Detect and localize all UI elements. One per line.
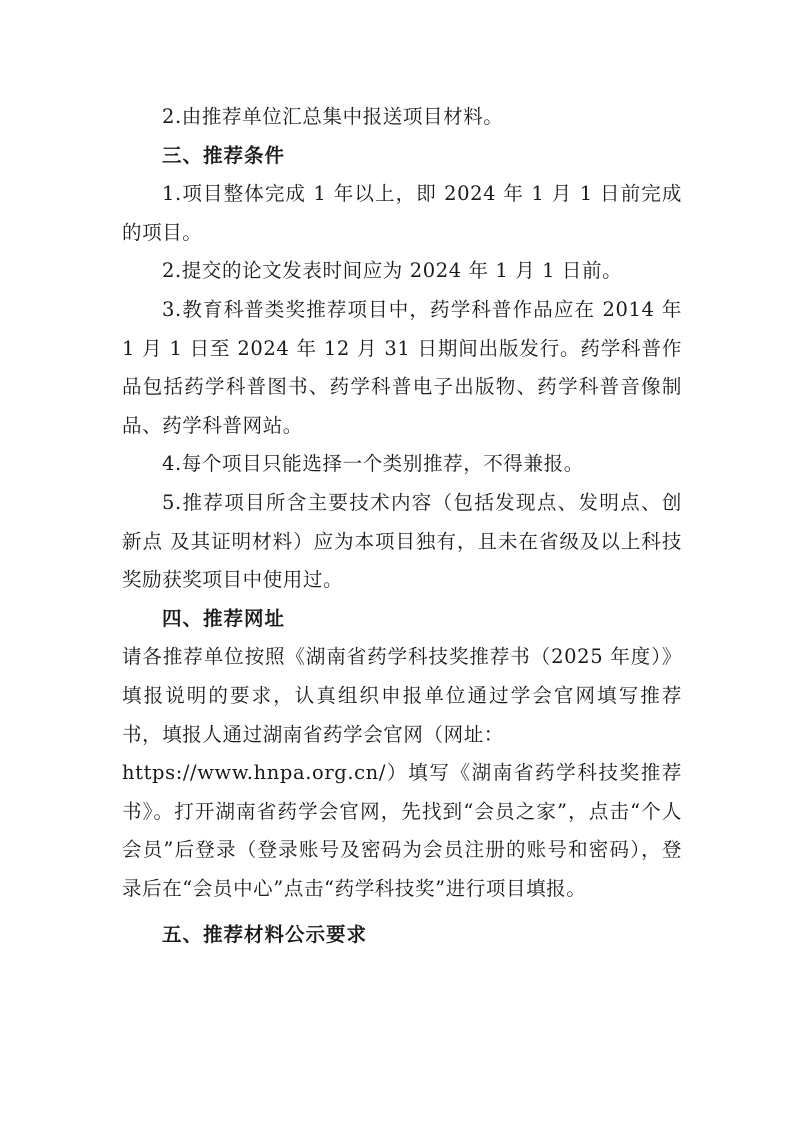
section-heading-conditions: 三、推荐条件 (162, 143, 286, 167)
document-body (122, 98, 682, 955)
section-heading-publicity: 五、推荐材料公示要求 (162, 923, 368, 947)
website-text-b: 填报人通过湖南省药学会官网（网址： (162, 722, 504, 746)
condition-item-1: 1.项目整体完成 1 年以上，即 2024 年 1 月 1 日前完成的项目。 (122, 182, 682, 244)
paragraph-submit-materials: 2.由推荐单位汇总集中报送项目材料。 (162, 105, 504, 128)
condition-item-4: 4.每个项目只能选择一个类别推荐，不得兼报。 (162, 452, 584, 476)
website-text-a: 请各推荐单位按照《湖南省药学科技奖推荐书（2025 年度）》填报说明的要求，认真组织申报单位通过学会官网填写推荐书， (122, 645, 682, 746)
website-paragraph-part-2: https://www.hnpa.org.cn/）填写《湖南省药学科技奖推荐书》。打开湖南省药学会官网，先找到“会员之家”，点击“个人会员”后登录（登录账号及密码为会员注册的账号和密码），登录后在“会员中心”点击“药学科技奖”进行项目填报。 (122, 761, 682, 900)
condition-item-2: 2.提交的论文发表时间应为 2024 年 1 月 1 日前。 (162, 259, 623, 283)
website-paragraph-part-1 (122, 638, 682, 754)
condition-item-5: 5.推荐项目所含主要技术内容（包括发现点、发明点、创新点 及其证明材料）应为本项目独有，且未在省级及以上科技奖励获奖项目中使用过。 (122, 490, 682, 592)
section-heading-website: 四、推荐网址 (162, 606, 286, 630)
condition-item-3: 3.教育科普类奖推荐项目中，药学科普作品应在 2014 年 1 月 1 日至 2024 年 12 月 31 日期间出版发行。药学科普作品包括药学科普图书、药学科普电子出版物、药学科普音像制品、药学科普网站。 (122, 297, 682, 437)
